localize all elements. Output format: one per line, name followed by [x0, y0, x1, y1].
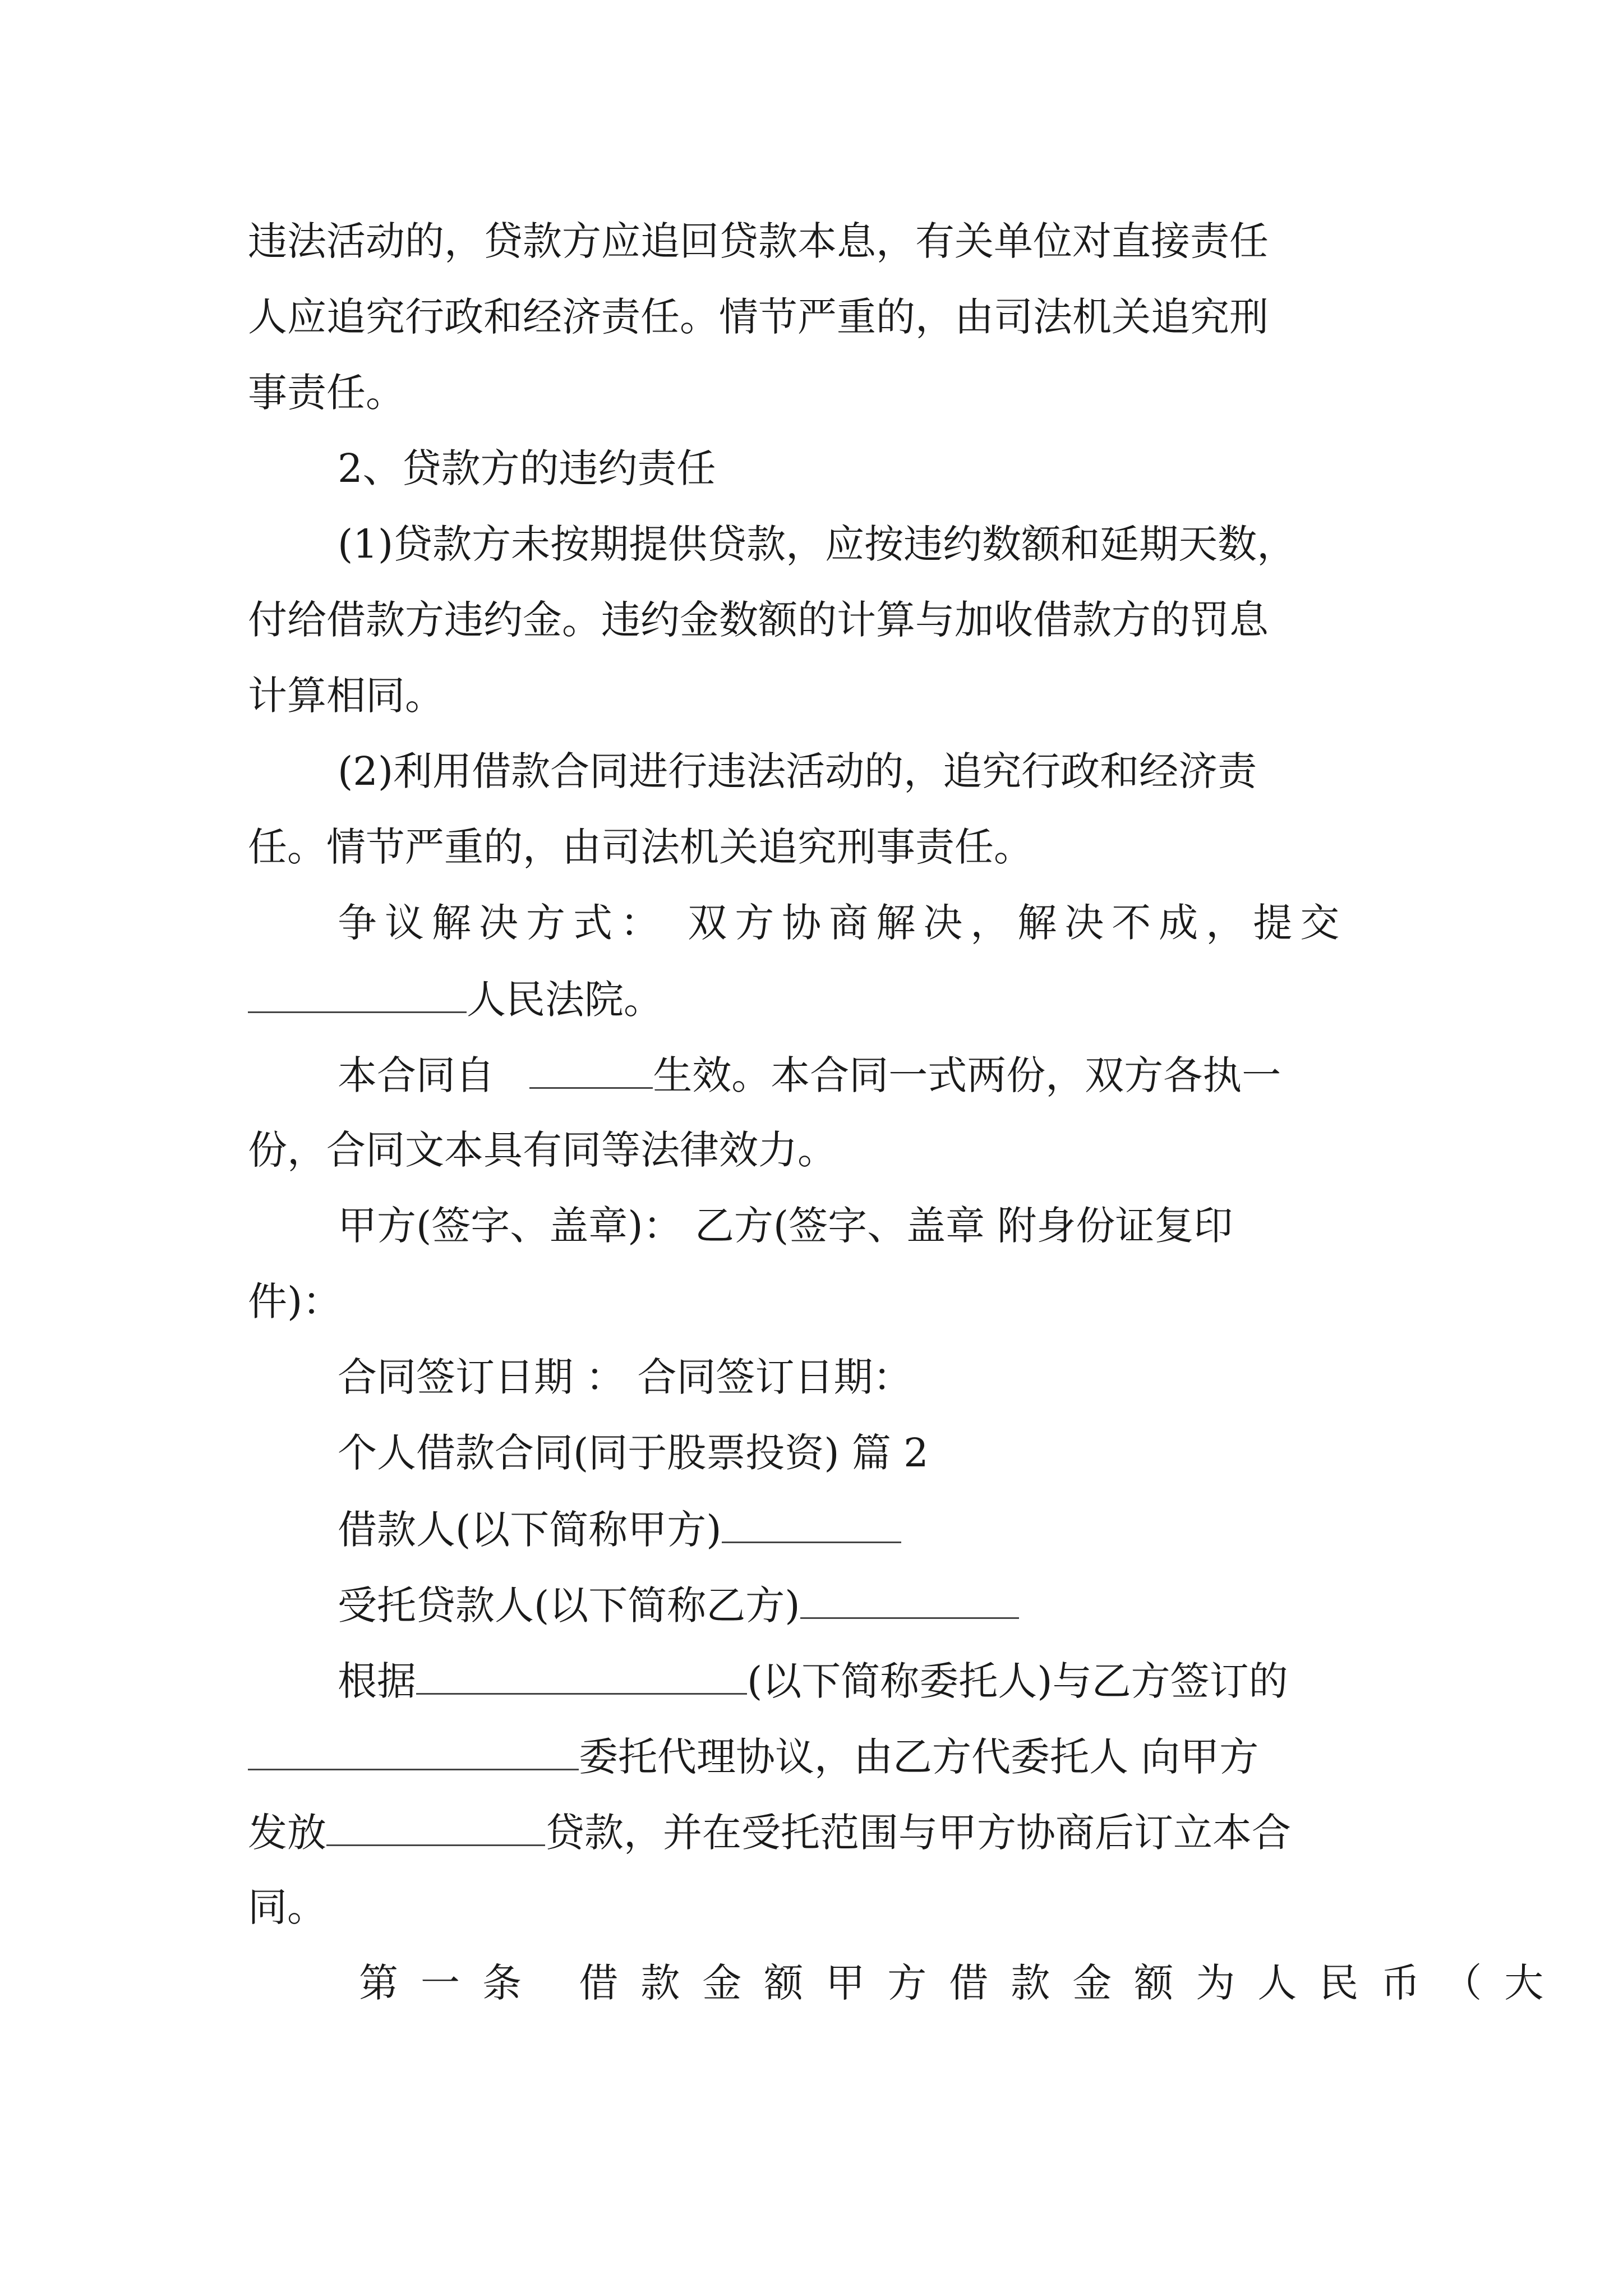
court-line	[248, 977, 1381, 1023]
borrower-line	[338, 1507, 1470, 1553]
text-line-9: 任。情节严重的，由司法机关追究刑事责任。	[248, 824, 1033, 870]
principal-blank	[416, 1660, 747, 1695]
lender-blank	[800, 1585, 1019, 1619]
contract-title: 个人借款合同(同于股票投资) 篇 2	[338, 1430, 929, 1476]
borrower-label: 借款人(以下简称甲方)	[338, 1507, 722, 1553]
borrower-blank	[722, 1509, 901, 1543]
text-line-5: (1)贷款方未按期提供贷款，应按违约数额和延期天数，	[338, 521, 1297, 567]
effective-line	[338, 1052, 1470, 1098]
agreement-line	[248, 1734, 1381, 1780]
text-line-26: 同。	[248, 1884, 326, 1930]
text-line-16: 件)：	[248, 1278, 342, 1324]
effective-text-end: 生效。本合同一式两份，双方各执一	[653, 1052, 1281, 1098]
text-line-14: 份，合同文本具有同等法律效力。	[248, 1127, 837, 1173]
issue-line	[248, 1810, 1381, 1856]
signing-date-line: 合同签订日期 ： 合同签订日期：	[338, 1354, 912, 1400]
section-heading: 2、贷款方的违约责任	[338, 445, 716, 491]
lender-label: 受托贷款人(以下简称乙方)	[338, 1582, 800, 1628]
text-line-8: (2)利用借款合同进行违法活动的，追究行政和经济责	[338, 748, 1257, 794]
court-text: 人民法院。	[467, 977, 663, 1023]
basis-text: (以下简称委托人)与乙方签订的	[747, 1658, 1288, 1704]
article-one-line: 第一条 借款金额甲方借款金额为人民币（大	[359, 1960, 1566, 2006]
effective-date-blank	[529, 1055, 653, 1089]
issue-text: 贷款，并在受托范围与甲方协商后订立本合	[545, 1810, 1291, 1856]
text-line-3: 事责任。	[248, 370, 405, 416]
agreement-blank	[248, 1736, 579, 1770]
issue-label: 发放	[248, 1810, 326, 1856]
court-blank	[248, 979, 467, 1013]
loan-blank	[326, 1812, 545, 1846]
text-line-1: 违法活动的，贷款方应追回贷款本息，有关单位对直接责任	[248, 218, 1269, 264]
text-line-6: 付给借款方违约金。违约金数额的计算与加收借款方的罚息	[248, 597, 1269, 643]
dispute-resolution-line: 争议解决方式： 双方协商解决，解决不成，提交	[338, 900, 1348, 946]
effective-text-start: 本合同自	[338, 1052, 495, 1098]
text-line-7: 计算相同。	[248, 673, 444, 719]
agreement-text: 委托代理协议，由乙方代委托人 向甲方	[579, 1734, 1259, 1780]
basis-label: 根据	[338, 1658, 416, 1704]
lender-line	[338, 1582, 1470, 1628]
signature-line: 甲方(签字、盖章)： 乙方(签字、盖章 附身份证复印	[338, 1203, 1233, 1249]
text-line-2: 人应追究行政和经济责任。情节严重的，由司法机关追究刑	[248, 294, 1269, 340]
basis-line	[338, 1658, 1470, 1704]
